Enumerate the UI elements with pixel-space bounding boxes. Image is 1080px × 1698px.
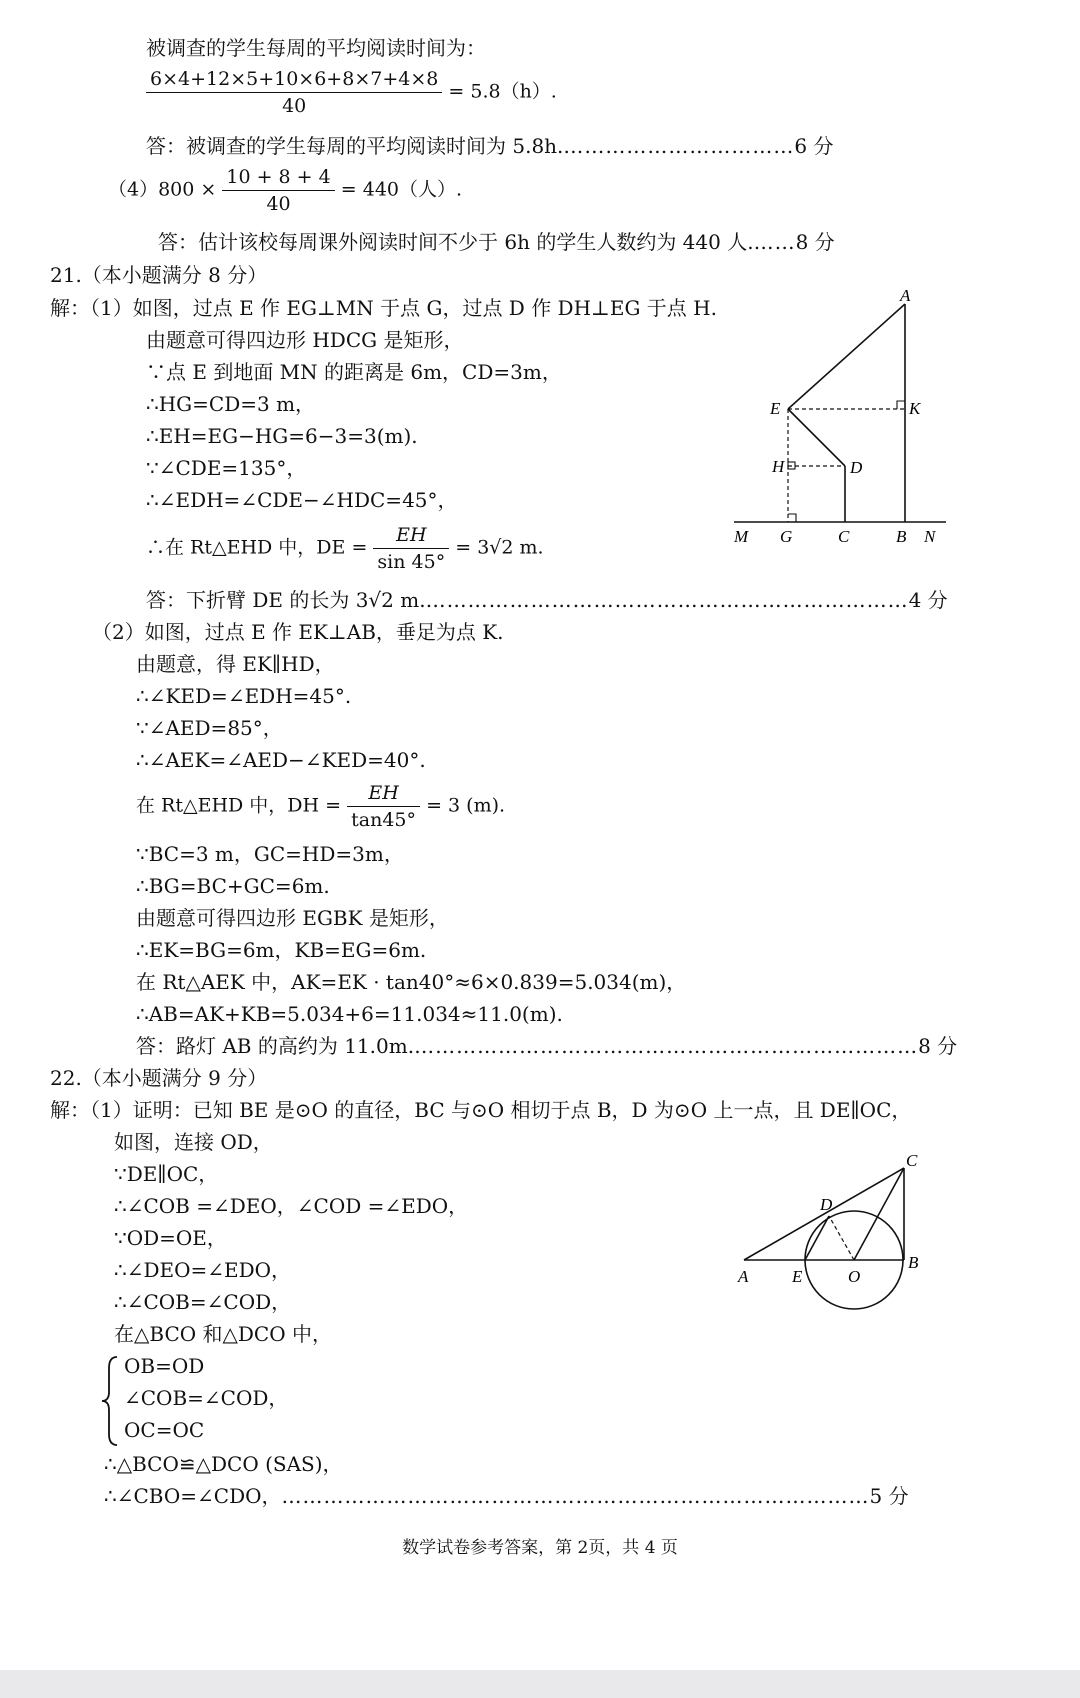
page-footer: 数学试卷参考答案，第 2页，共 4 页 [402, 1538, 678, 1558]
q20-avg-label: 被调查的学生每周的平均阅读时间为： [146, 36, 486, 60]
q21-line: ∴EH=EG−HG=6−3=3(m). [146, 424, 418, 448]
q20-avg-numerator: 6×4+12×5+10×6+8×7+4×8 [146, 66, 442, 93]
label-B: B [908, 1253, 919, 1272]
label-E: E [792, 1267, 803, 1286]
q21-line: 由题意，得 EK∥HD， [136, 652, 335, 676]
q21-line: ∴∠AEK=∠AED−∠KED=40°. [136, 748, 426, 772]
label-B: B [896, 527, 907, 546]
q22-line: ∴∠DEO=∠EDO， [114, 1258, 292, 1282]
q22-line: ∴∠COB =∠DEO，∠COD =∠EDO， [114, 1194, 469, 1218]
label-C: C [838, 527, 850, 546]
label-M: M [734, 527, 749, 546]
label-G: G [780, 527, 793, 546]
q22-line: ∵DE∥OC， [114, 1162, 219, 1186]
q20-avg-denominator: 40 [282, 95, 307, 117]
q22-line: ∴∠COB=∠COD， [114, 1290, 292, 1314]
q21-line: 在 Rt△AEK 中，AK=EK · tan40°≈6×0.839=5.034(m)， [136, 970, 687, 994]
score-5: 5 分 [869, 1484, 909, 1508]
label-C: C [906, 1151, 918, 1170]
q22-figure [736, 1150, 932, 1320]
score-6: 6 分 [794, 134, 834, 158]
q21-line: ∴EK=BG=6m，KB=EG=6m. [136, 938, 427, 962]
q22-line: OC=OC [124, 1418, 205, 1442]
q21-line: ∴BG=BC+GC=6m. [136, 874, 330, 898]
q20-avg-formula [146, 66, 557, 119]
label-O: O [848, 1267, 861, 1286]
q22-line: 解：（1）证明：已知 BE 是⊙O 的直径，BC 与⊙O 相切于点 B，D 为⊙O 上一点，且 DE∥OC， [50, 1098, 912, 1122]
q21-line: 由题意可得四边形 HDCG 是矩形， [146, 328, 464, 352]
q21-de-formula: ∴在 Rt△EHD 中，DE = $\frac{EH}{\sin 45^\circ}$ = 3√2 m. [146, 524, 544, 573]
label-A: A [738, 1267, 749, 1286]
q21-line: ∵BC=3 m，GC=HD=3m， [136, 842, 404, 866]
q22-header: 22.（本小题满分 9 分） [50, 1066, 268, 1090]
q20-avg-result: = 5.8（h）. [448, 80, 557, 103]
label-K: K [909, 399, 921, 418]
q22-line: 如图，连接 OD， [114, 1130, 273, 1154]
q22-brace [100, 1354, 120, 1448]
q21-line: ∵∠CDE=135°， [146, 456, 307, 480]
q21-line: ∴HG=CD=3 m， [146, 392, 316, 416]
q21-line: ∵点 E 到地面 MN 的距离是 6m，CD=3m， [146, 360, 562, 384]
viewer-bottom-bar [0, 1670, 1080, 1698]
q21-answer-1: 答：下折臂 DE 的长为 3√2 m.……………………………………………………………4 分 [146, 588, 948, 612]
q21-line: （2）如图，过点 E 作 EK⊥AB，垂足为点 K. [92, 620, 504, 644]
q21-line: ∴AB=AK+KB=5.034+6=11.034≈11.0(m). [136, 1002, 563, 1026]
label-D: D [820, 1195, 833, 1214]
q22-line: OB=OD [124, 1354, 205, 1378]
q20-avg-answer: 答：被调查的学生每周的平均阅读时间为 5.8h.……………………………6 分 [146, 134, 834, 158]
q21-line: ∴∠EDH=∠CDE−∠HDC=45°， [146, 488, 458, 512]
score-8: 8 分 [918, 1034, 958, 1058]
label-D: D [850, 458, 863, 477]
q22-line: ∠COB=∠COD， [124, 1386, 289, 1410]
q21-line: ∴∠KED=∠EDH=45°. [136, 684, 352, 708]
q20-part4-answer: 答：估计该校每周课外阅读时间不少于 6h 的学生人数约为 440 人.……8 分 [158, 230, 835, 254]
q20-part4-formula: （4）800 × $\frac{10 + 8 + 4}{40}$ = 440（人）. [108, 166, 463, 215]
q21-line: 解：（1）如图，过点 E 作 EG⊥MN 于点 G，过点 D 作 DH⊥EG 于点 H. [50, 296, 717, 320]
q22-line: ∴△BCO≌△DCO (SAS)， [104, 1452, 343, 1476]
label-A: A [900, 290, 911, 305]
q21-line: ∵∠AED=85°， [136, 716, 283, 740]
q21-line: 由题意可得四边形 EGBK 是矩形， [136, 906, 449, 930]
q21-figure [726, 290, 956, 550]
q22-conclusion: ∴∠CBO=∠CDO，…………………………………………………………………………5 分 [104, 1484, 909, 1508]
q22-line: ∵OD=OE， [114, 1226, 227, 1250]
label-H: H [772, 457, 785, 476]
label-E: E [770, 399, 781, 418]
q21-header: 21.（本小题满分 8 分） [50, 263, 268, 287]
score-8: 8 分 [795, 230, 835, 254]
score-4: 4 分 [908, 588, 948, 612]
q21-dh-formula: 在 Rt△EHD 中，DH = $\frac{EH}{\tan 45^\circ}$ = 3 (m). [136, 782, 506, 831]
q22-line: 在△BCO 和△DCO 中， [114, 1322, 332, 1346]
q21-answer-2: 答：路灯 AB 的高约为 11.0m.………………………………………………………………8 分 [136, 1034, 958, 1058]
label-N: N [924, 527, 936, 546]
